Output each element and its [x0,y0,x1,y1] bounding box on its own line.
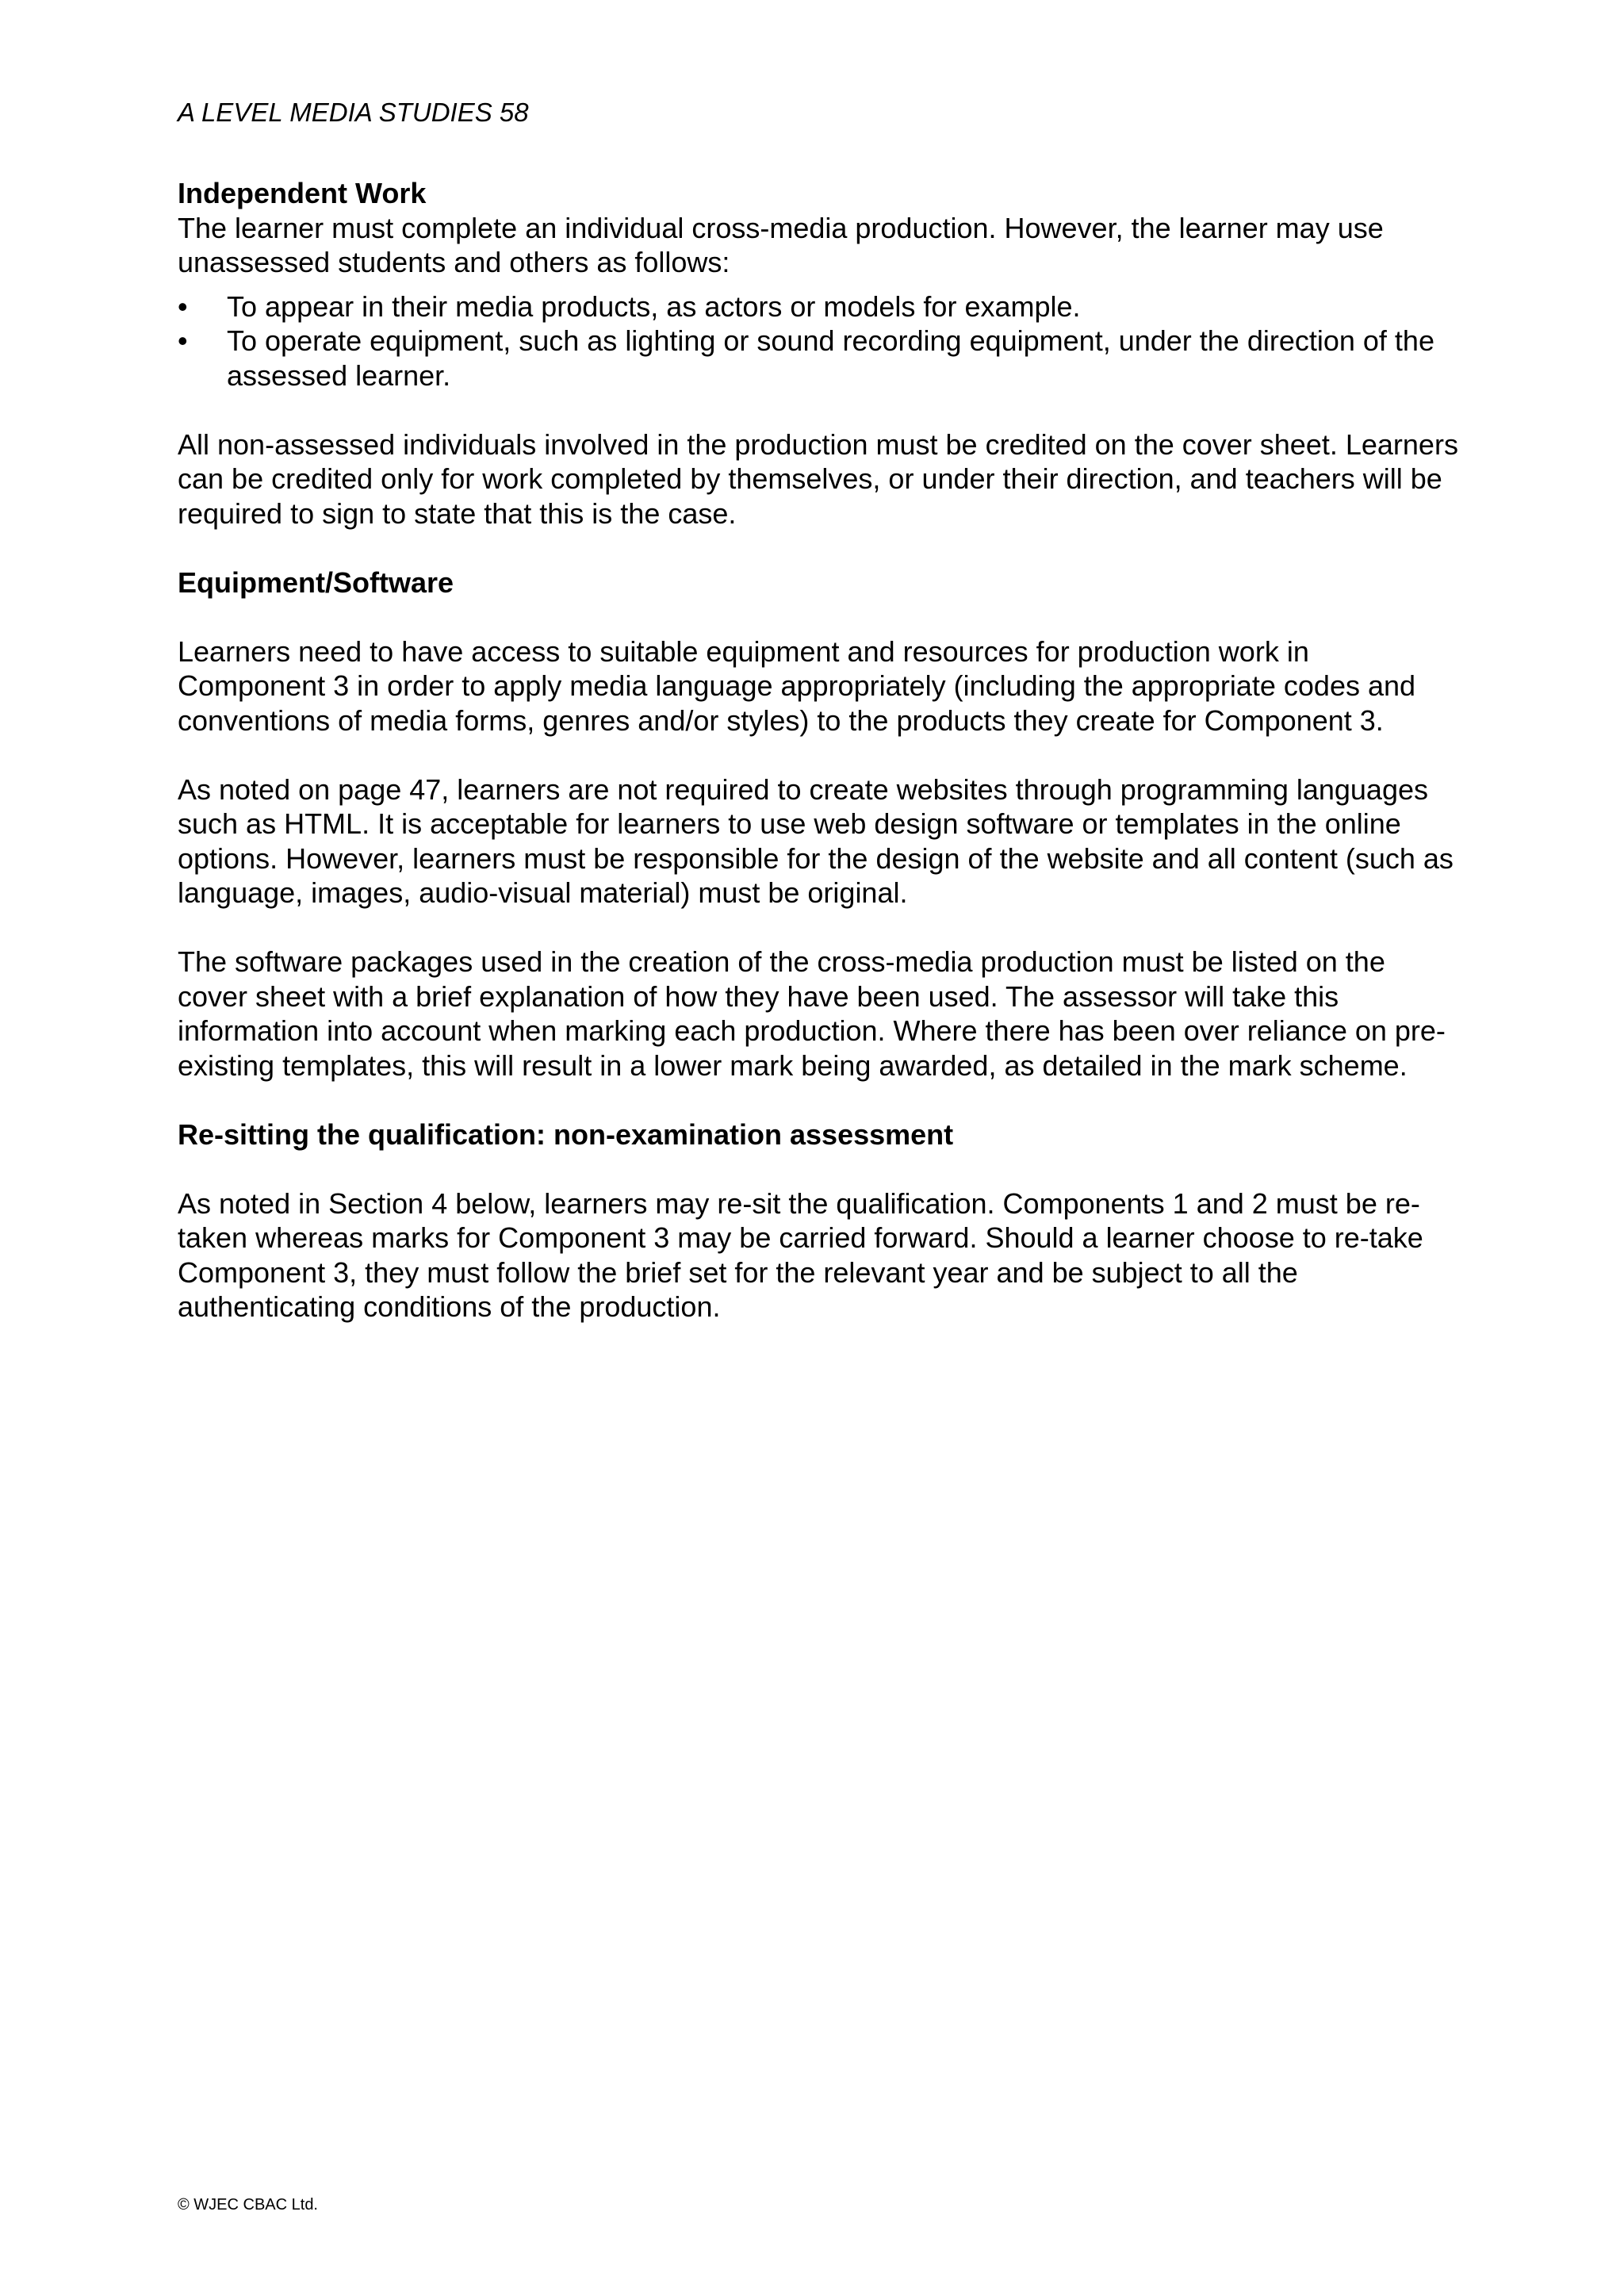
body-paragraph: As noted in Section 4 below, learners may re-sit the qualification. Components 1 and 2 must be re-taken whereas marks for Component 3 may be carried forward. Should a learner choose to re-take Component 3, they must follow the brief set for the relevant year and be subject to all the authenticating conditions of the production. [178,1186,1423,1323]
body-paragraph: Learners need to have access to suitable equipment and resources for production work in Component 3 in order to apply media language appropriately (including the appropriate codes and conventions of media forms, genres and/or styles) to the products they create for Component 3. [178,634,1416,737]
section-equipment-software [178,565,1462,1083]
bullet-list [178,289,1462,393]
body-paragraph: As noted on page 47, learners are not required to create websites through programming languages such as HTML. It is acceptable for learners to use web design software or templates in the online options. However, learners must be responsible for the design of the website and all content (such as language, images, audio-visual material) must be original. [178,772,1454,909]
page-header: A LEVEL MEDIA STUDIES 58 [178,98,529,127]
bullet-icon: • [178,289,188,323]
document-body [178,176,1462,1324]
section-heading: Equipment/Software [178,565,454,599]
list-item [178,324,1462,393]
copyright-footer: © WJEC CBAC Ltd. [178,2196,318,2214]
intro-paragraph: The learner must complete an individual cross-media production. However, the learner may use unassessed students and others as follows: [178,211,1384,278]
list-item [178,289,1462,324]
body-paragraph: The software packages used in the creation of the cross-media production must be listed on the cover sheet with a brief explanation of how they have been used. The assessor will take this information into account when marking each production. Where there has been over reliance on pre-existing templates, this will result in a lower mark being awarded, as detailed in the mark scheme. [178,945,1446,1082]
section-independent-work [178,176,1462,531]
section-heading: Re-sitting the qualification: non-examination assessment [178,1117,954,1151]
section-heading: Independent Work [178,177,427,209]
section-resitting [178,1117,1462,1324]
list-item-text: To appear in their media products, as actors or models for example. [227,289,1081,323]
bullet-icon: • [178,324,188,357]
list-item-text: To operate equipment, such as lighting or sound recording equipment, under the direction of the assessed learner. [227,324,1434,392]
body-paragraph: All non-assessed individuals involved in the production must be credited on the cover sheet. Learners can be credited only for work completed by themselves, or under their direction, and teachers will be required to sign to state that this is the case. [178,427,1458,530]
